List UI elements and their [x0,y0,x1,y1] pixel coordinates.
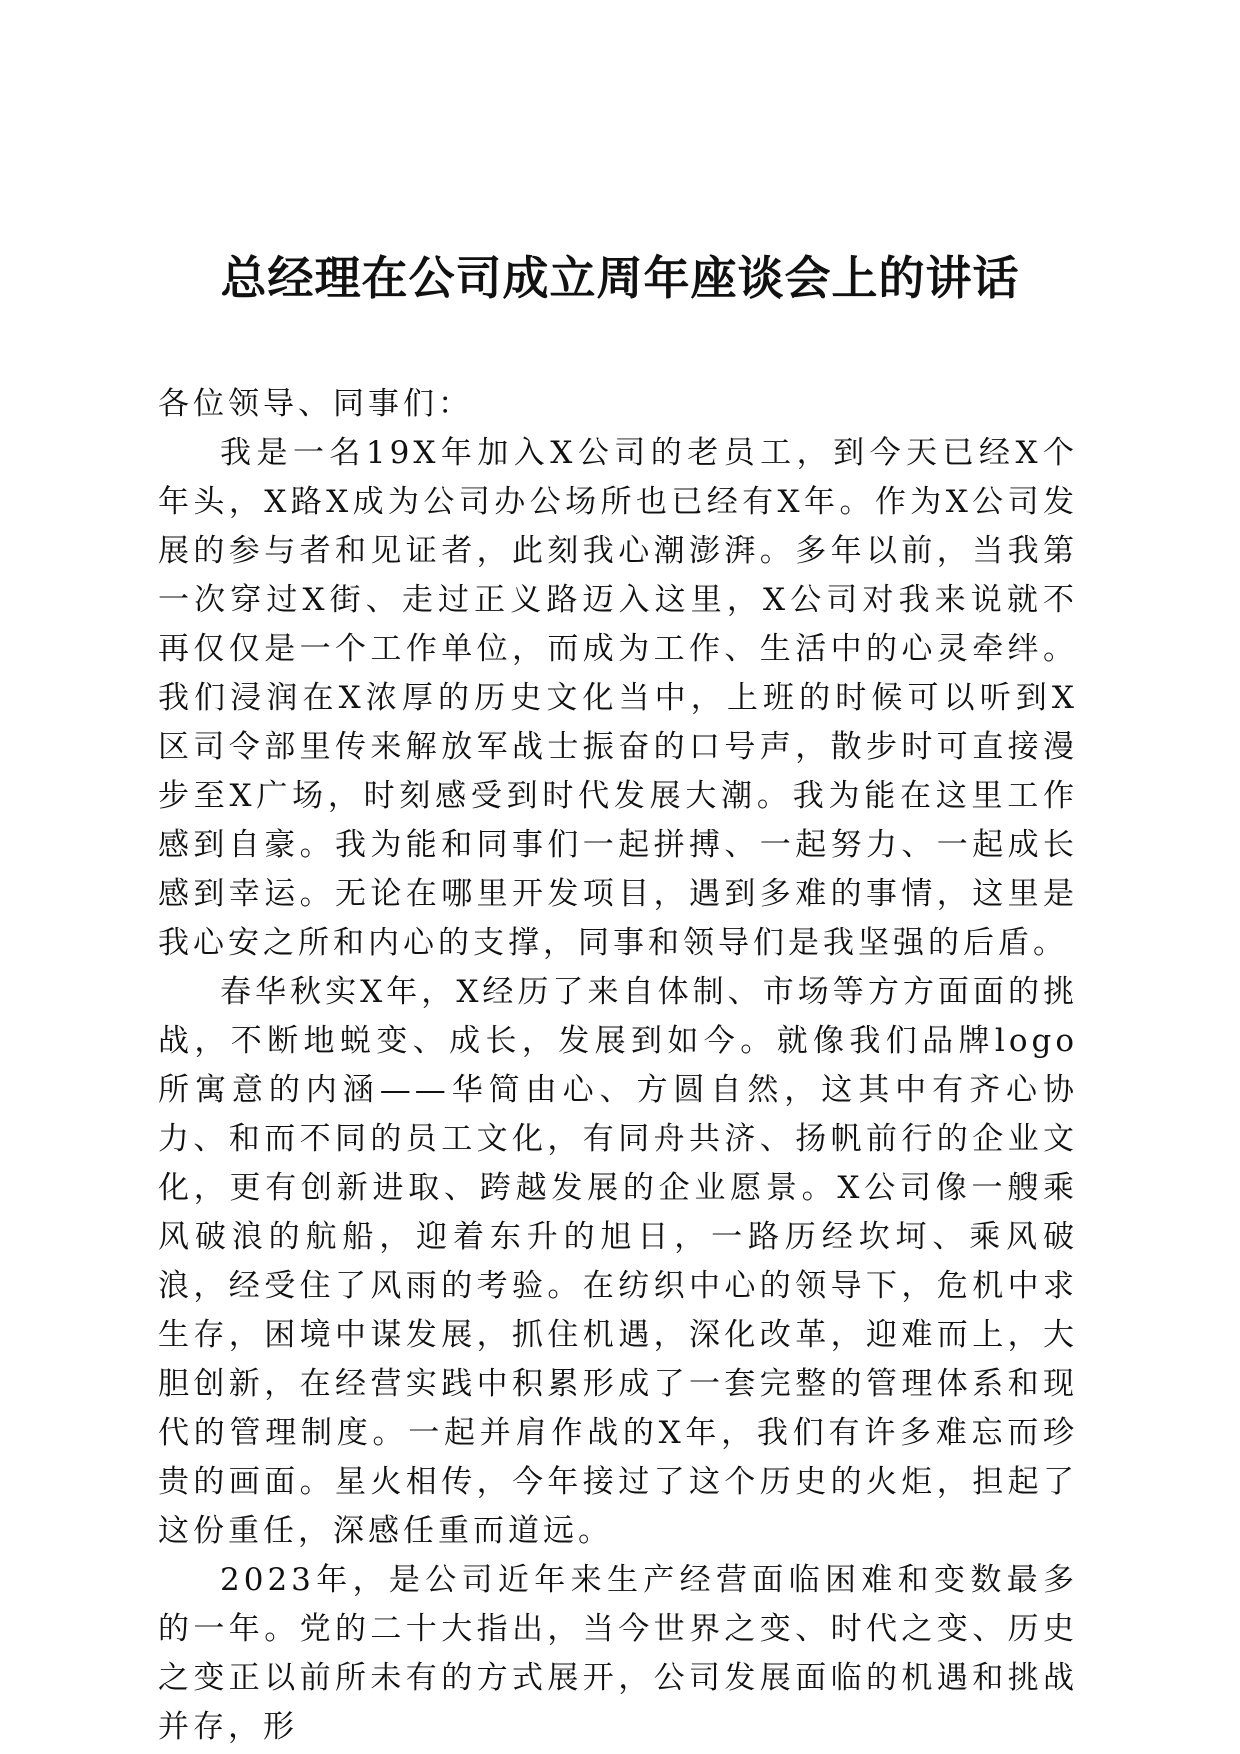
paragraph-3: 2023年，是公司近年来生产经营面临困难和变数最多的一年。党的二十大指出，当今世界之变、时代之变、历史之变正以前所未有的方式展开，公司发展面临的机遇和挑战并存，形 [158,1562,1078,1745]
page-title: 总经理在公司成立周年座谈会上的讲话 [220,251,1020,305]
document-body [158,380,1078,1752]
salutation: 各位领导、同事们： [158,386,473,422]
paragraph-2: 春华秋实X年，X经历了来自体制、市场等方方面面的挑战，不断地蜕变、成长，发展到如今。就像我们品牌logo所寓意的内涵——华简由心、方圆自然，这其中有齐心协力、和而不同的员工文化，有同舟共济、扬帆前行的企业文化，更有创新进取、跨越发展的企业愿景。X公司像一艘乘风破浪的航船，迎着东升的旭日，一路历经坎坷、乘风破浪，经受住了风雨的考验。在纺织中心的领导下，危机中求生存，困境中谋发展，抓住机遇，深化改革，迎难而上，大胆创新，在经营实践中积累形成了一套完整的管理体系和现代的管理制度。一起并肩作战的X年，我们有许多难忘而珍贵的画面。星火相传，今年接过了这个历史的火炬，担起了这份重任，深感任重而道远。 [158,974,1078,1549]
paragraph-1: 我是一名19X年加入X公司的老员工，到今天已经X个年头，X路X成为公司办公场所也已经有X年。作为X公司发展的参与者和见证者，此刻我心潮澎湃。多年以前，当我第一次穿过X街、走过正义路迈入这里，X公司对我来说就不再仅仅是一个工作单位，而成为工作、生活中的心灵牵绊。我们浸润在X浓厚的历史文化当中，上班的时候可以听到X区司令部里传来解放军战士振奋的口号声，散步时可直接漫步至X广场，时刻感受到时代发展大潮。我为能在这里工作感到自豪。我为能和同事们一起拼搏、一起努力、一起成长感到幸运。无论在哪里开发项目，遇到多难的事情，这里是我心安之所和内心的支撑，同事和领导们是我坚强的后盾。 [158,435,1078,961]
